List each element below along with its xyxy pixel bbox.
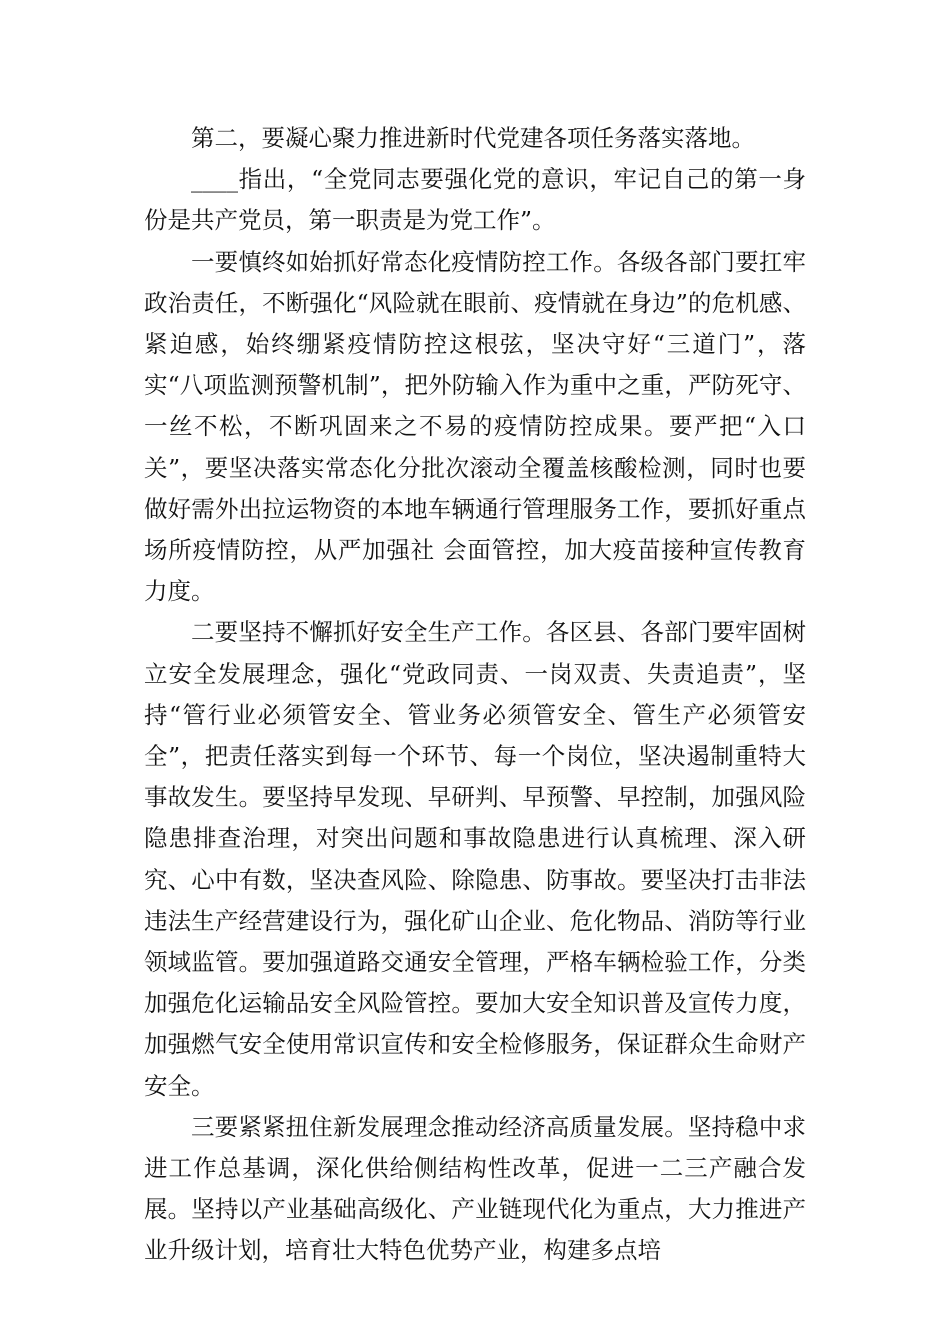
- paragraph-quote: ____指出，“全党同志要强化党的意识，牢记自己的第一身份是共产党员，第一职责是为党工作”。: [144, 165, 806, 235]
- paragraph-section-heading: 第二，要凝心聚力推进新时代党建各项任务落实落地。: [191, 124, 755, 152]
- paragraph-epidemic-control: 一要慎终如始抓好常态化疫情防控工作。各级各部门要扛牢政治责任，不断强化“风险就在眼前、疫情就在身边”的危机感、紧迫感，始终绷紧疫情防控这根弦，坚决守好“三道门”，落实“八项监测预警机制”，把外防输入作为重中之重，严防死守、一丝不松，不断巩固来之不易的疫情防控成果。要严把“入口关”，要坚决落实常态化分批次滚动全覆盖核酸检测，同时也要做好需外出拉运物资的本地车辆通行管理服务工作，要抓好重点场所疫情防控，从严加强社 会面管控，加大疫苗接种宣传教育力度。: [144, 247, 806, 606]
- paragraph-economic-development: 三要紧紧扭住新发展理念推动经济高质量发展。坚持稳中求进工作总基调，深化供给侧结构性改革，促进一二三产融合发展。坚持以产业基础高级化、产业链现代化为重点，大力推进产业升级计划，培育壮大特色优势产业，构建多点培: [144, 1112, 806, 1265]
- paragraph-safety-production: 二要坚持不懈抓好安全生产工作。各区县、各部门要牢固树立安全发展理念，强化“党政同责、一岗双责、失责追责”，坚持“管行业必须管安全、管业务必须管安全、管生产必须管安全”，把责任落实到每一个环节、每一个岗位，坚决遏制重特大事故发生。要坚持早发现、早研判、早预警、早控制，加强风险隐患排查治理，对突出问题和事故隐患进行认真梳理、深入研究、心中有数，坚决查风险、除隐患、防事故。要坚决打击非法违法生产经营建设行为，强化矿山企业、危化物品、消防等行业领域监管。要加强道路交通安全管理，严格车辆检验工作，分类加强危化运输品安全风险管控。要加大安全知识普及宣传力度，加强燃气安全使用常识宣传和安全检修服务，保证群众生命财产安全。: [144, 618, 806, 1100]
- document-body: [144, 118, 806, 1272]
